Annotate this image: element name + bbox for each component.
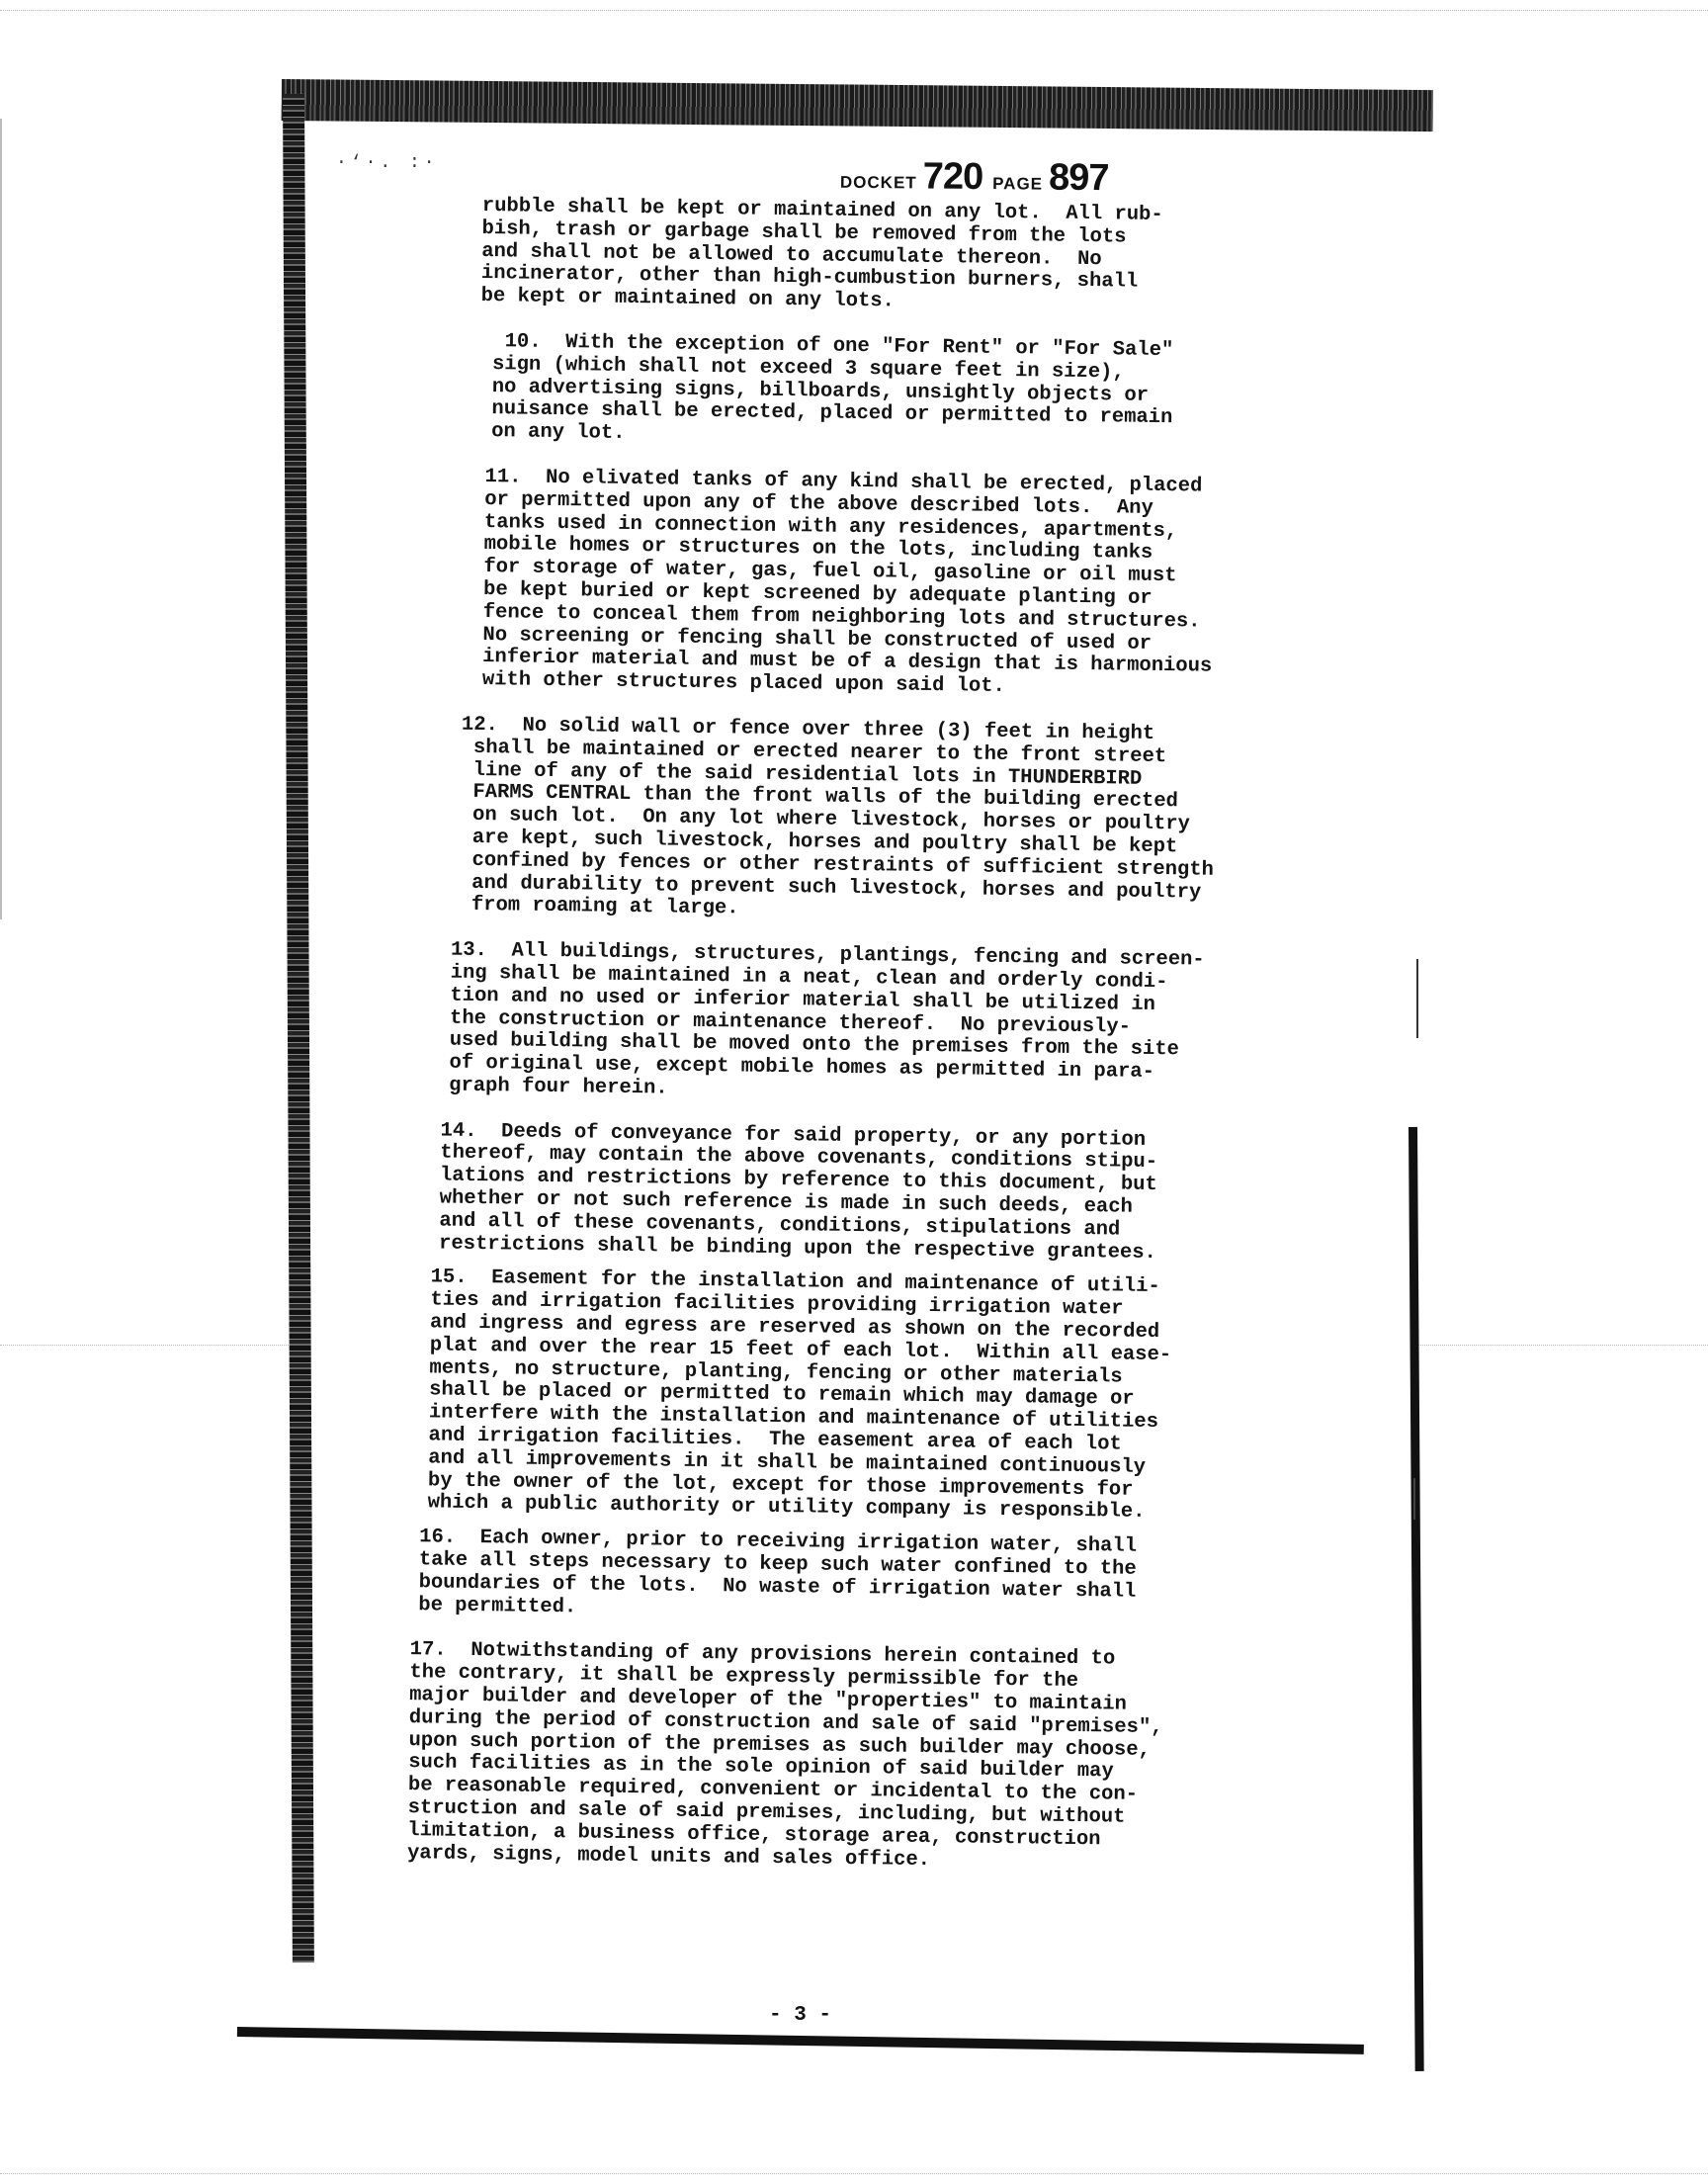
left-scan-edge [0, 119, 2, 919]
paragraph-13: 13. All buildings, structures, plantings, fencing and screen- ing shall be maintained in a neat, clean and orderly condi- tion and no used or inferior material shall be utilized in the construction or maintenance thereof. No previously- used building shall be moved onto the premises from the site of original use, except mobile homes as permitted in para- graph four herein. [449, 938, 1205, 1100]
paragraph-17: 17. Notwithstanding of any provisions herein contained to the contrary, it shall be expressly permissible for the major builder and developer of the "properties" to maintain during the period of construction and sale of said "premises", upon such portion of the premises as such builder may choose, such facilities as in the sole opinion of said builder may be reasonable required, convenient or incidental to the con- struction and sale of said premises, including, but without limitation, a business office, storage area, construction yards, signs, model units and sales office. [406, 1638, 1163, 1872]
sheet-right-edge-upper [1416, 959, 1418, 1038]
paragraph-12: 12. No solid wall or fence over three (3) feet in height shall be maintained or erected nearer to the front street line of any of the said residential lots in THUNDERBIRD FARMS CENTRAL than the front walls of the building erected on such lot. On any lot where livestock, horses or poultry are kept, such livestock, horses and poultry shall be kept confined by fences or other restraints of sufficient strength and durability to prevent such livestock, horses and poultry from roaming at large. [459, 713, 1215, 920]
page-label: PAGE [992, 174, 1044, 194]
page-number: 897 [1048, 156, 1109, 200]
paragraph-15: 15. Easement for the installation and maintenance of utili- ties and irrigation facilities providing irrigation water and ingress and egress are reserved as shown on the recorded plat and over the rear 15 feet of each lot. Within all ease- ments, no structure, planting, fencing or other materials shall be placed or permitted to remain which may damage or interfere with the installation and maintenance of utilities and irrigation facilities. The easement area of each lot and all improvements in it shall be maintained continuously by the owner of the lot, except for those improvements for which a public authority or utility company is responsible. [427, 1266, 1172, 1525]
paragraph-14: 14. Deeds of conveyance for said property, or any portion thereof, may contain the above covenants, conditions stipu- lations and restrictions by reference to this document, but whether or not such reference is made in such deeds, each and all of these covenants, conditions, stipulations and restrictions shall be binding upon the respective grantees. [438, 1119, 1158, 1265]
paragraph-11: 11. No elivated tanks of any kind shall be erected, placed or permitted upon any of the above described lots. Any tanks used in connection with any residences, apartments, mobile homes or structures on the lots, including tanks for storage of water, gas, fuel oil, gasoline or oil must be kept buried or kept screened by adequate planting or fence to conceal them from neighboring lots and structures. No screening or fencing shall be constructed of used or inferior material and must be of a design that is harmonious with other structures placed upon said lot. [470, 465, 1213, 699]
paragraph-10: 10. With the exception of one "For Rent" or "For Sale" sign (which shall not exceed 3 square feet in size), no advertising signs, billboards, unsightly objects or nuisance shall be erected, placed or permitted to remain on any lot. [478, 329, 1174, 446]
bottom-scan-line [0, 2173, 1708, 2175]
docket-label: DOCKET [839, 172, 917, 193]
page-marker: - 3 - [769, 2004, 832, 2027]
scan-specks: ·‘·. :· [336, 153, 439, 173]
top-scan-line [0, 10, 1708, 12]
margin-mark [1413, 1478, 1415, 1520]
paragraph-9-continued: rubble shall be kept or maintained on any lot. All rub- bish, trash or garbage shall be removed from the lots and shall not be allowed to accumulate thereon. No incinerator, other than high-cumbustion burners, shall be kept or maintained on any lots. [480, 195, 1163, 313]
document-body [406, 195, 1332, 1877]
docket-number: 720 [922, 155, 983, 199]
docket-stamp [840, 155, 1119, 200]
paragraph-16: 16. Each owner, prior to receiving irrigation water, shall take all steps necessary to keep such water confined to the boundaries of the lots. No waste of irrigation water shall be permitted. [418, 1526, 1138, 1618]
